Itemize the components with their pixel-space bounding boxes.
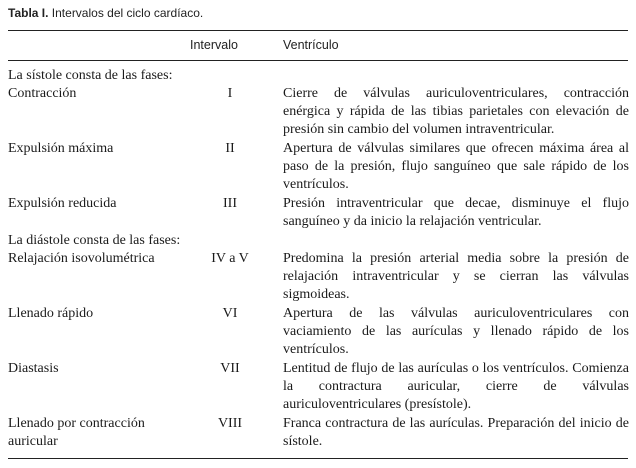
phase-interval: VII <box>220 361 240 376</box>
phase-description: Predomina la presión arterial media sobre la presión de relajación intraventricular y se cierran las válvulas sigmoideas. <box>283 251 629 302</box>
phase-name: Contracción <box>8 86 77 101</box>
systole-heading: La sístole consta de las fases: <box>8 68 173 83</box>
phase-description: Apertura de válvulas similares que ofrecen máxima área al paso de la presión, flujo sanguíneo que sale rápido de los ventrículos. <box>283 141 629 192</box>
column-header-interval: Intervalo <box>190 38 238 52</box>
table-title: Intervalos del ciclo cardíaco. <box>51 6 204 20</box>
phase-name: Relajación isovolumétrica <box>8 251 155 266</box>
phase-interval: VIII <box>217 416 243 431</box>
phase-description: Cierre de válvulas auriculoventriculares, contracción enérgica y rápida de las tibias parietales con elevación de presión sin cambio del volumen intraventricular. <box>283 86 629 137</box>
phase-interval: II <box>225 141 235 156</box>
top-rule <box>8 30 628 31</box>
phase-interval: III <box>223 196 237 211</box>
phase-description: Lentitud de flujo de las aurículas o los ventrículos. Comienza la contractura auricular, cierre de válvulas auriculoventriculares (presístole). <box>283 361 629 412</box>
bottom-rule <box>8 458 628 459</box>
phase-name: Llenado por contracción auricular <box>8 416 145 449</box>
phase-interval: IV a V <box>211 251 249 266</box>
table-label: Tabla I. <box>8 6 49 20</box>
column-header-ventricle: Ventrículo <box>283 38 339 52</box>
diastole-heading: La diástole consta de las fases: <box>8 233 181 248</box>
phase-interval: I <box>227 86 233 101</box>
phase-name: Llenado rápido <box>8 306 94 321</box>
phase-description: Apertura de las válvulas auriculoventriculares con vaciamiento de las aurículas y llenado rápido de los ventrículos. <box>283 306 629 357</box>
phase-name: Expulsión reducida <box>8 196 117 211</box>
phase-name: Diastasis <box>8 361 59 376</box>
phase-description: Franca contractura de las aurículas. Preparación del inicio de sístole. <box>283 416 629 449</box>
phase-interval: VI <box>222 306 238 321</box>
phase-description: Presión intraventricular que decae, disminuye el flujo sanguíneo y da inicio la relajación ventricular. <box>283 196 629 229</box>
header-rule <box>8 60 628 61</box>
phase-name: Expulsión máxima <box>8 141 114 156</box>
table-caption <box>8 6 203 20</box>
